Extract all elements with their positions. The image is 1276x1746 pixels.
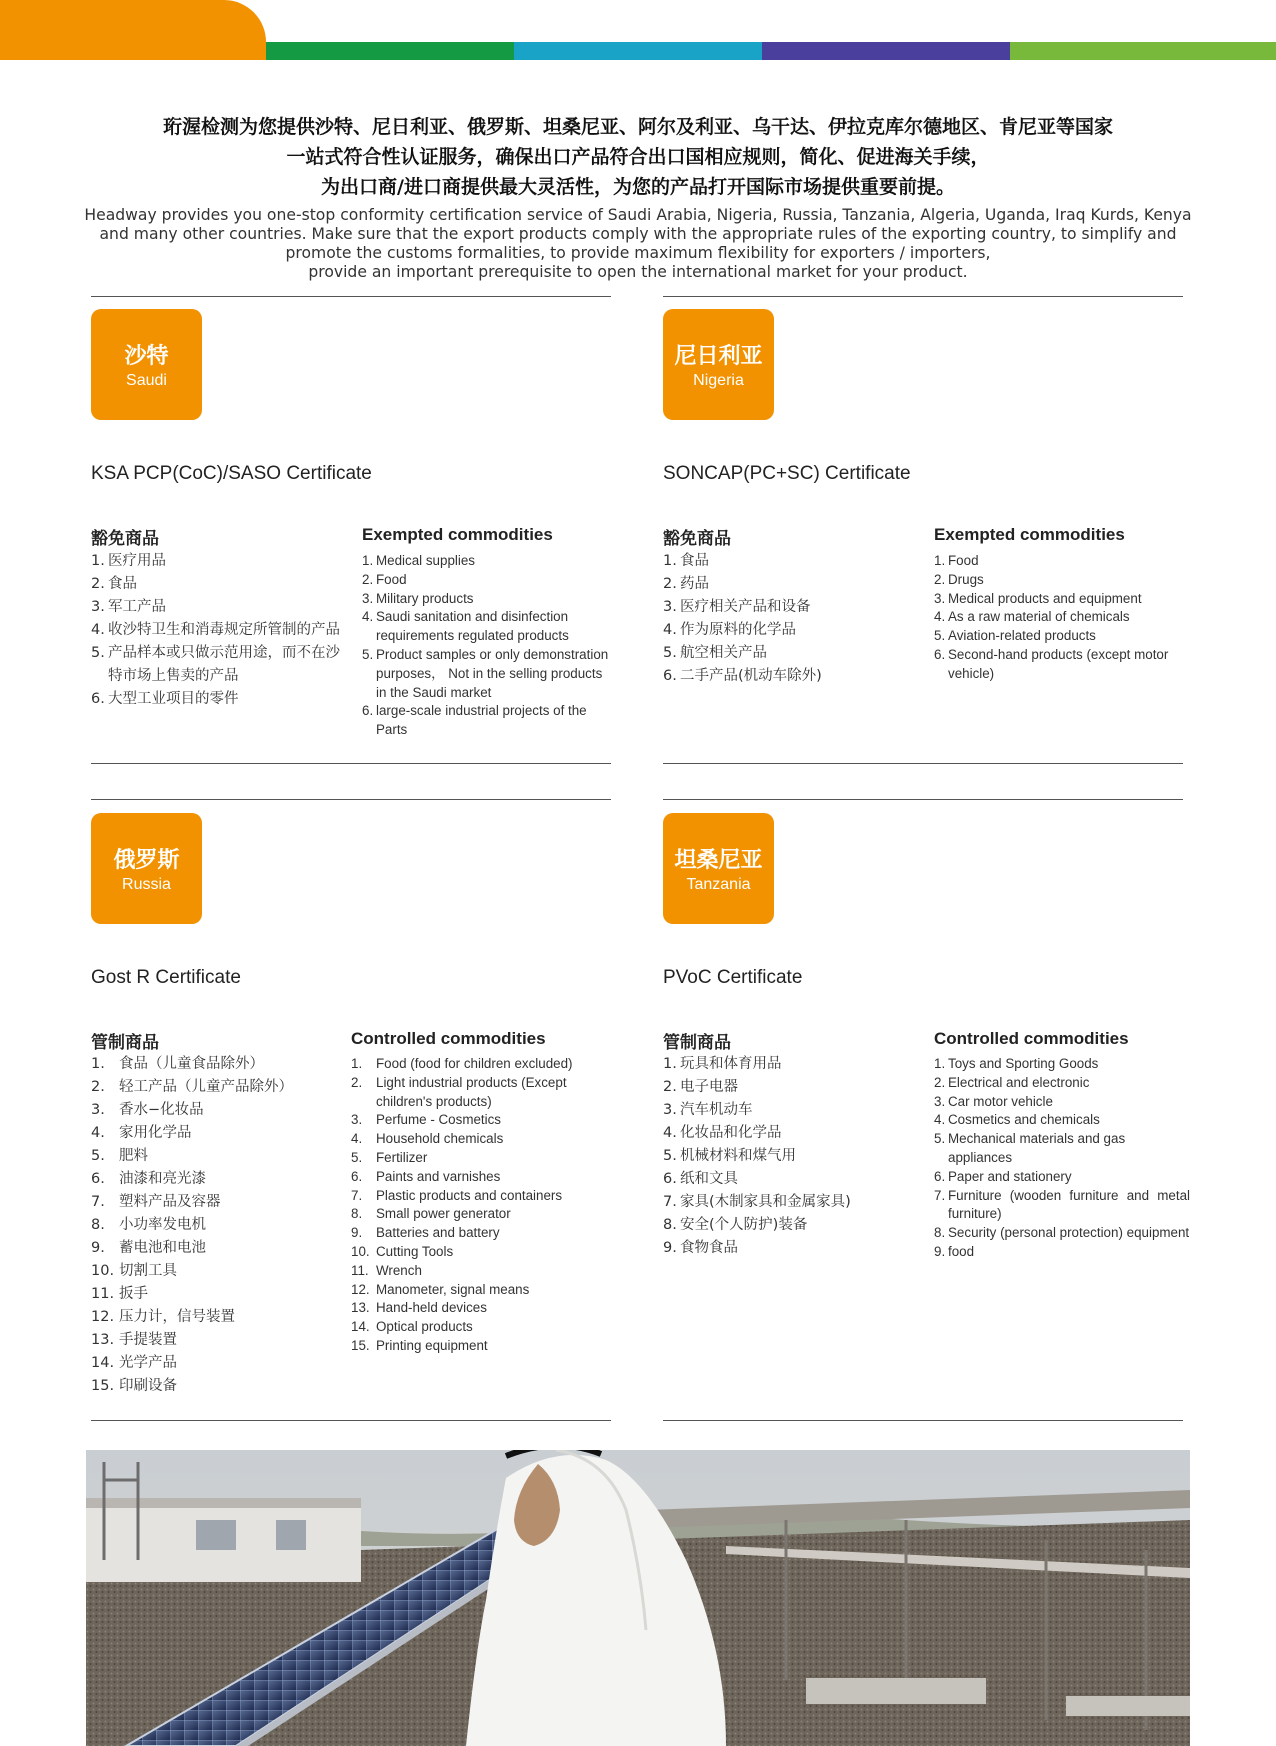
list-item	[362, 646, 615, 702]
item-number: 9.	[934, 1243, 946, 1259]
list-item	[663, 1076, 919, 1099]
list-item	[362, 571, 615, 590]
russia-cn-list	[91, 1053, 331, 1398]
item-text: 电子电器	[680, 1079, 738, 1095]
item-text: 手提装置	[119, 1332, 177, 1348]
tanzania-en-list	[934, 1055, 1190, 1262]
item-number: 1.	[91, 1056, 105, 1072]
list-item	[351, 1074, 591, 1112]
item-number: 12.	[91, 1309, 115, 1325]
section-divider	[663, 296, 1183, 297]
item-text: 食物食品	[680, 1240, 738, 1256]
item-text: Medical products and equipment	[948, 590, 1142, 606]
item-number: 15.	[351, 1337, 370, 1353]
nigeria-cn-list	[663, 550, 919, 688]
item-number: 1.	[934, 553, 946, 568]
list-item	[663, 1191, 919, 1214]
item-number: 7.	[91, 1194, 105, 1210]
list-item	[663, 1214, 919, 1237]
list-item	[663, 550, 919, 573]
item-text: Saudi sanitation and disinfection requirements regulated products	[376, 609, 569, 644]
item-number: 1.	[91, 553, 105, 569]
tanzania-badge	[663, 813, 774, 924]
badge-english-name: Nigeria	[693, 372, 744, 389]
item-text: 化妆品和化学品	[680, 1125, 782, 1141]
item-number: 1.	[663, 553, 677, 569]
saudi-en-list	[362, 552, 615, 740]
nigeria-cn-heading: 豁免商品	[663, 529, 731, 549]
item-number: 3.	[934, 1093, 946, 1109]
item-number: 9.	[663, 1240, 677, 1256]
item-text: Small power generator	[376, 1206, 511, 1222]
list-item	[91, 1191, 331, 1214]
item-text: 二手产品(机动车除外)	[680, 668, 822, 684]
list-item	[934, 1055, 1190, 1074]
item-number: 4.	[663, 1125, 677, 1141]
list-item	[351, 1055, 591, 1074]
tanzania-cn-list	[663, 1053, 919, 1260]
item-number: 2.	[351, 1074, 363, 1090]
item-number: 6.	[663, 668, 677, 684]
item-text: Food	[948, 553, 979, 568]
item-text: Second-hand products (except motor vehicle)	[948, 646, 1169, 681]
intro-en-line: Headway provides you one-stop conformity certification service of Saudi Arabia, Nigeria, Russia, Tanzania, Algeria, Uganda, Iraq Kurds, Kenya	[84, 206, 1192, 224]
item-number: 6.	[351, 1168, 363, 1184]
list-item	[934, 552, 1189, 571]
item-number: 6.	[934, 1168, 946, 1184]
list-item	[91, 1237, 331, 1260]
item-text: Cutting Tools	[376, 1243, 454, 1259]
saudi-cn-list	[91, 550, 347, 711]
item-text: 机械材料和煤气用	[680, 1148, 796, 1164]
header-color-strip	[0, 0, 1276, 60]
item-text: Batteries and battery	[376, 1225, 500, 1241]
item-number: 5.	[91, 1148, 105, 1164]
item-text: Food	[376, 571, 407, 587]
item-text: As a raw material of chemicals	[948, 609, 1130, 625]
list-item	[663, 619, 919, 642]
item-text: 小功率发电机	[119, 1217, 206, 1233]
item-number: 9.	[91, 1240, 105, 1256]
saudi-en-heading: Exempted commodities	[362, 525, 553, 544]
list-item	[91, 1122, 331, 1145]
item-text: 切割工具	[119, 1263, 177, 1279]
item-text: 航空相关产品	[680, 645, 767, 661]
item-text: Wrench	[376, 1262, 422, 1278]
intro-english	[60, 206, 1216, 282]
item-text: Medical supplies	[376, 553, 475, 568]
item-text: 收沙特卫生和消毒规定所管制的产品	[108, 622, 340, 638]
intro-chinese	[60, 112, 1216, 202]
item-text: 食品	[108, 576, 137, 592]
header-orange-tab	[0, 0, 266, 60]
item-text: 食品（儿童食品除外）	[119, 1056, 264, 1072]
item-number: 3.	[91, 599, 105, 615]
list-item	[934, 1168, 1190, 1187]
badge-chinese-name: 坦桑尼亚	[674, 848, 763, 873]
item-text: 玩具和体育用品	[680, 1056, 782, 1072]
item-number: 1.	[351, 1056, 363, 1071]
list-item	[91, 1352, 331, 1375]
item-text: 军工产品	[108, 599, 166, 615]
item-number: 10.	[351, 1243, 370, 1259]
list-item	[351, 1337, 591, 1356]
list-item	[934, 646, 1189, 684]
list-item	[663, 1122, 919, 1145]
item-text: 医疗用品	[108, 553, 166, 569]
item-text: 轻工产品（儿童产品除外）	[119, 1079, 293, 1095]
item-number: 2.	[362, 571, 374, 587]
list-item	[663, 1053, 919, 1076]
item-text: 香水−化妆品	[119, 1102, 204, 1118]
list-item	[362, 702, 615, 740]
item-number: 2.	[91, 1079, 105, 1095]
item-text: Cosmetics and chemicals	[948, 1112, 1100, 1128]
item-text: Perfume - Cosmetics	[376, 1112, 502, 1128]
saudi-cn-heading: 豁免商品	[91, 529, 159, 549]
list-item	[663, 1145, 919, 1168]
list-item	[934, 1130, 1190, 1168]
item-number: 8.	[663, 1217, 677, 1233]
russia-en-heading: Controlled commodities	[351, 1029, 546, 1048]
item-number: 4.	[934, 1112, 946, 1128]
list-item	[934, 1111, 1190, 1130]
item-text: Paper and stationery	[948, 1168, 1072, 1184]
list-item	[663, 1168, 919, 1191]
item-text: 光学产品	[119, 1355, 177, 1371]
list-item	[91, 1214, 331, 1237]
item-number: 6.	[91, 1171, 105, 1187]
item-number: 5.	[934, 1131, 946, 1147]
intro-en-line: and many other countries. Make sure that the export products comply with the appropriate rules of the exporting country, to simplify and	[99, 225, 1177, 243]
list-item	[91, 642, 347, 688]
russia-badge	[91, 813, 202, 924]
nigeria-en-heading: Exempted commodities	[934, 525, 1125, 544]
item-number: 9.	[351, 1225, 363, 1241]
strip-cyan-segment	[514, 42, 762, 60]
item-number: 10.	[91, 1263, 115, 1279]
item-text: Furniture (wooden furniture and metal furniture)	[948, 1187, 1190, 1222]
item-text: 食品	[680, 553, 709, 569]
list-item	[362, 608, 615, 646]
item-number: 11.	[351, 1262, 369, 1278]
section-divider	[91, 1420, 611, 1421]
item-number: 2.	[934, 1074, 946, 1090]
list-item	[934, 608, 1189, 627]
item-number: 4.	[934, 609, 946, 625]
item-text: Electrical and electronic	[948, 1074, 1090, 1090]
tanzania-cn-heading: 管制商品	[663, 1033, 731, 1053]
strip-lime-segment	[1010, 42, 1276, 60]
item-number: 5.	[362, 646, 374, 662]
list-item	[91, 1145, 331, 1168]
item-number: 4.	[362, 609, 374, 625]
list-item	[91, 688, 347, 711]
list-item	[351, 1299, 591, 1318]
item-text: Hand-held devices	[376, 1300, 487, 1316]
list-item	[934, 1243, 1190, 1262]
russia-en-list	[351, 1055, 591, 1356]
item-number: 12.	[351, 1281, 370, 1297]
item-text: Security (personal protection) equipment	[948, 1225, 1190, 1241]
item-text: Car motor vehicle	[948, 1093, 1053, 1109]
item-number: 7.	[663, 1194, 677, 1210]
list-item	[91, 596, 347, 619]
list-item	[934, 571, 1189, 590]
list-item	[663, 1237, 919, 1260]
item-text: Mechanical materials and gas appliances	[948, 1131, 1126, 1165]
list-item	[351, 1149, 591, 1168]
section-divider	[91, 799, 611, 800]
list-item	[362, 552, 615, 571]
item-text: 印刷设备	[119, 1378, 177, 1394]
item-text: Food (food for children excluded)	[376, 1056, 573, 1071]
list-item	[351, 1130, 591, 1149]
item-number: 7.	[351, 1187, 363, 1203]
item-number: 6.	[663, 1171, 677, 1187]
item-text: Product samples or only demonstration purposes， Not in the selling products in the Saudi market	[376, 646, 609, 700]
solar-panel-photo-illustration	[86, 1450, 1190, 1746]
item-number: 5.	[663, 645, 677, 661]
list-item	[91, 619, 347, 642]
item-number: 6.	[934, 646, 946, 662]
list-item	[351, 1168, 591, 1187]
list-item	[351, 1318, 591, 1337]
item-text: 医疗相关产品和设备	[680, 599, 811, 615]
badge-chinese-name: 尼日利亚	[674, 344, 763, 369]
list-item	[934, 1074, 1190, 1093]
item-number: 5.	[663, 1148, 677, 1164]
russia-cn-heading: 管制商品	[91, 1033, 159, 1053]
list-item	[91, 1260, 331, 1283]
item-text: Optical products	[376, 1319, 473, 1335]
list-item	[663, 642, 919, 665]
item-number: 6.	[91, 691, 105, 707]
item-number: 8.	[934, 1225, 946, 1241]
item-text: 安全(个人防护)装备	[680, 1217, 808, 1233]
saudi-certificate-title: KSA PCP(CoC)/SASO Certificate	[91, 463, 372, 484]
list-item	[663, 596, 919, 619]
item-number: 13.	[351, 1300, 370, 1316]
item-number: 5.	[91, 645, 105, 661]
list-item	[91, 1076, 331, 1099]
badge-chinese-name: 俄罗斯	[113, 848, 180, 873]
item-text: 药品	[680, 576, 709, 592]
item-text: 肥料	[119, 1148, 148, 1164]
item-text: Drugs	[948, 571, 984, 587]
item-text: 扳手	[119, 1286, 148, 1302]
item-text: Paints and varnishes	[376, 1168, 501, 1184]
list-item	[663, 665, 919, 688]
section-divider	[663, 1420, 1183, 1421]
item-text: 作为原料的化学品	[680, 622, 796, 638]
item-text: Fertilizer	[376, 1149, 428, 1165]
list-item	[663, 573, 919, 596]
item-text: Printing equipment	[376, 1337, 488, 1353]
item-number: 14.	[351, 1319, 370, 1335]
section-divider	[91, 296, 611, 297]
badge-english-name: Russia	[122, 876, 171, 893]
item-text: 家具(木制家具和金属家具)	[680, 1194, 851, 1210]
item-text: Toys and Sporting Goods	[948, 1056, 1099, 1071]
nigeria-certificate-title: SONCAP(PC+SC) Certificate	[663, 463, 911, 484]
item-text: 汽车机动车	[680, 1102, 753, 1118]
intro-cn-line: 珩渥检测为您提供沙特、尼日利亚、俄罗斯、坦桑尼亚、阿尔及利亚、乌干达、伊拉克库尔德地区、肯尼亚等国家	[162, 116, 1113, 138]
list-item	[351, 1205, 591, 1224]
item-number: 2.	[663, 1079, 677, 1095]
list-item	[934, 1093, 1190, 1112]
item-number: 8.	[351, 1206, 363, 1222]
item-number: 3.	[934, 590, 946, 606]
badge-english-name: Tanzania	[686, 876, 751, 893]
item-number: 7.	[934, 1187, 946, 1203]
list-item	[91, 1168, 331, 1191]
nigeria-badge	[663, 309, 774, 420]
intro-en-line: provide an important prerequisite to open the international market for your product.	[308, 263, 968, 281]
item-number: 5.	[934, 628, 946, 644]
item-text: 蓄电池和电池	[119, 1240, 206, 1256]
item-text: Military products	[376, 590, 474, 606]
item-number: 4.	[663, 622, 677, 638]
list-item	[934, 1187, 1190, 1225]
solar-panel-photo	[86, 1450, 1190, 1746]
item-number: 1.	[362, 553, 374, 568]
item-text: 家用化学品	[119, 1125, 192, 1141]
intro-en-line: promote the customs formalities, to provide maximum flexibility for exporters / importers,	[285, 244, 991, 262]
list-item	[351, 1111, 591, 1130]
item-text: 油漆和亮光漆	[119, 1171, 206, 1187]
item-text: Aviation-related products	[948, 628, 1096, 644]
item-number: 4.	[91, 622, 105, 638]
list-item	[91, 1306, 331, 1329]
list-item	[351, 1281, 591, 1300]
item-text: 纸和文具	[680, 1171, 738, 1187]
item-number: 1.	[663, 1056, 677, 1072]
item-text: 压力计，信号装置	[119, 1309, 235, 1325]
item-text: Light industrial products (Except children's products)	[376, 1074, 567, 1109]
list-item	[934, 1224, 1190, 1243]
item-number: 4.	[351, 1131, 363, 1147]
item-number: 13.	[91, 1332, 115, 1348]
list-item	[91, 1053, 331, 1076]
item-number: 2.	[663, 576, 677, 592]
list-item	[91, 1099, 331, 1122]
list-item	[934, 590, 1189, 609]
item-number: 1.	[934, 1056, 946, 1071]
item-number: 3.	[663, 1102, 677, 1118]
item-text: 塑料产品及容器	[119, 1194, 221, 1210]
strip-green-segment	[266, 42, 514, 60]
section-divider	[91, 763, 611, 764]
item-number: 15.	[91, 1378, 115, 1394]
item-number: 3.	[663, 599, 677, 615]
item-number: 5.	[351, 1149, 363, 1165]
item-text: Manometer, signal means	[376, 1281, 530, 1297]
list-item	[351, 1187, 591, 1206]
list-item	[91, 573, 347, 596]
item-text: Household chemicals	[376, 1131, 504, 1147]
item-number: 3.	[362, 590, 374, 606]
item-number: 8.	[91, 1217, 105, 1233]
item-number: 2.	[934, 571, 946, 587]
item-number: 4.	[91, 1125, 105, 1141]
list-item	[91, 1283, 331, 1306]
item-text: food	[948, 1243, 975, 1259]
list-item	[362, 590, 615, 609]
list-item	[934, 627, 1189, 646]
strip-purple-segment	[762, 42, 1010, 60]
item-number: 3.	[91, 1102, 105, 1118]
section-divider	[663, 799, 1183, 800]
item-text: 产品样本或只做示范用途，而不在沙特市场上售卖的产品	[108, 645, 340, 684]
list-item	[663, 1099, 919, 1122]
item-number: 6.	[362, 703, 374, 719]
intro-cn-line: 为出口商/进口商提供最大灵活性，为您的产品打开国际市场提供重要前提。	[321, 176, 955, 198]
item-text: 大型工业项目的零件	[108, 691, 239, 707]
saudi-badge	[91, 309, 202, 420]
badge-chinese-name: 沙特	[124, 344, 169, 369]
item-text: large-scale industrial projects of the Parts	[376, 703, 587, 738]
section-divider	[663, 763, 1183, 764]
intro-cn-line: 一站式符合性认证服务，确保出口产品符合出口国相应规则，简化、促进海关手续，	[286, 146, 990, 168]
list-item	[91, 1375, 331, 1398]
item-number: 2.	[91, 576, 105, 592]
list-item	[351, 1224, 591, 1243]
item-number: 3.	[351, 1112, 363, 1128]
nigeria-en-list	[934, 552, 1189, 684]
russia-certificate-title: Gost R Certificate	[91, 967, 241, 988]
list-item	[91, 1329, 331, 1352]
tanzania-certificate-title: PVoC Certificate	[663, 967, 803, 988]
list-item	[351, 1243, 591, 1262]
badge-english-name: Saudi	[126, 372, 167, 389]
item-text: Plastic products and containers	[376, 1187, 563, 1203]
list-item	[351, 1262, 591, 1281]
list-item	[91, 550, 347, 573]
item-number: 11.	[91, 1286, 115, 1302]
item-number: 14.	[91, 1355, 115, 1371]
tanzania-en-heading: Controlled commodities	[934, 1029, 1129, 1048]
